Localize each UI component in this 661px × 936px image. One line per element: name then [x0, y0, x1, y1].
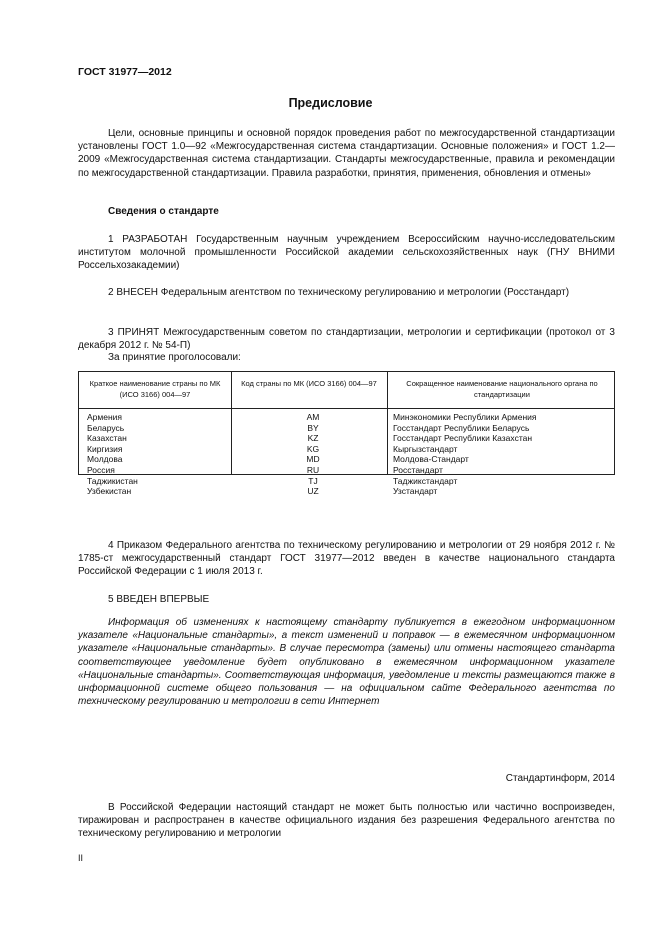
page-title: Предисловие: [288, 96, 373, 110]
table-cell: Армения: [87, 412, 123, 422]
table-cell: Таджикстандарт: [393, 475, 458, 486]
table-cell: KG: [306, 443, 320, 454]
table-cell: Узбекистан: [87, 486, 132, 497]
intro-paragraph: Цели, основные принципы и основной порядок проведения работ по межгосударственной стандартизации установлены ГОСТ 1.0—92 «Межгосударственная система стандартизации. Основные положения» и ГОСТ 1.2—2009 «Межгосударственная система стандартизации. Стандарты межгосударственные, правила и рекомендации по межгосударственной стандартизации. Правила разработки, принятия, применения, обновления и отмены»: [78, 128, 615, 179]
info-paragraph: Информация об изменениях к настоящему стандарту публикуется в ежегодном информационном указателе «Национальные стандарты», а текст изменений и поправок — в ежемесячном информационном указателе «Национальные стандарты». В случае пересмотра (замены) или отмены настоящего стандарта соответствующее уведомление будет опубликовано в ежемесячном информационном указателе «Национальные стандарты». Соответствующая информация, уведомление и тексты размещаются также в информационной системе общего пользования — на официальном сайте Федерального агентства по техническому регулированию и метрологии в сети Интернет: [78, 617, 615, 708]
table-cell: BY: [307, 422, 319, 433]
table-cell: Кыргызстандарт: [393, 443, 458, 454]
table-header-divider: [79, 408, 614, 409]
table-cell: Госстандарт Республики Казахстан: [393, 433, 533, 444]
table-cell: KZ: [307, 433, 319, 444]
table-cell: Россия: [87, 464, 115, 475]
table-cell: Казахстан: [87, 433, 127, 444]
table-cell: Росстандарт: [393, 464, 443, 475]
table-cell: Минэкономики Республики Армения: [393, 412, 537, 422]
table-cell: MD: [306, 454, 320, 465]
item-1-paragraph: 1 РАЗРАБОТАН Государственным научным учреждением Всероссийским научно-исследовательским институтом молочной промышленности Российской академии сельскохозяйственных наук (ГНУ ВНИМИ Россельхозакадемии): [78, 234, 615, 272]
table-cell: Молдова: [87, 454, 123, 465]
page-number: II: [78, 853, 84, 863]
table-divider: [231, 372, 232, 474]
item-5-paragraph: 5 ВВЕДЕН ВПЕРВЫЕ: [108, 594, 210, 605]
table-cell: AM: [306, 412, 320, 422]
copyright-paragraph: В Российской Федерации настоящий стандарт не может быть полностью или частично воспроизведен, тиражирован и распространен в качестве официального издания без разрешения Федерального агентства по техническому регулированию и метрологии: [78, 802, 615, 840]
table-cell: UZ: [307, 486, 319, 497]
table-header-authority: Сокращенное наименование национального органа по стандартизации: [406, 379, 598, 399]
table-cell: Молдова-Стандарт: [393, 454, 469, 465]
item-4-paragraph: 4 Приказом Федерального агентства по техническому регулированию и метрологии от 29 ноября 2012 г. № 1785-ст межгосударственный стандарт ГОСТ 31977—2012 введен в качестве национального стандарта Российской Федерации с 1 июля 2013 г.: [78, 540, 615, 578]
table-header-country: Краткое наименование страны по МК (ИСО 3166) 004—97: [89, 379, 221, 399]
vote-label: За принятие проголосовали:: [108, 352, 241, 363]
table-cell: Таджикистан: [87, 475, 138, 486]
item-2-paragraph: 2 ВНЕСЕН Федеральным агентством по техническому регулированию и метрологии (Росстандарт): [108, 287, 570, 298]
table-cell: Беларусь: [87, 422, 125, 433]
table-header-code: Код страны по МК (ИСО 3166) 004—97: [241, 379, 377, 388]
publisher-line: Стандартинформ, 2014: [505, 773, 615, 784]
table-column-country: [87, 412, 138, 497]
table-cell: TJ: [308, 475, 318, 486]
standard-code: ГОСТ 31977—2012: [78, 66, 172, 78]
voting-table: [78, 371, 615, 497]
table-cell: RU: [306, 464, 320, 475]
table-cell: Госстандарт Республики Беларусь: [393, 422, 530, 433]
table-cell: Киргизия: [87, 443, 123, 454]
item-3-paragraph: 3 ПРИНЯТ Межгосударственным советом по стандартизации, метрологии и сертификации (протокол от 3 декабря 2012 г. № 54-П): [78, 327, 615, 352]
table-column-authority: [393, 412, 537, 497]
table-column-code: [237, 412, 389, 497]
section-subtitle: Сведения о стандарте: [108, 206, 219, 217]
table-cell: Узстандарт: [393, 486, 438, 497]
